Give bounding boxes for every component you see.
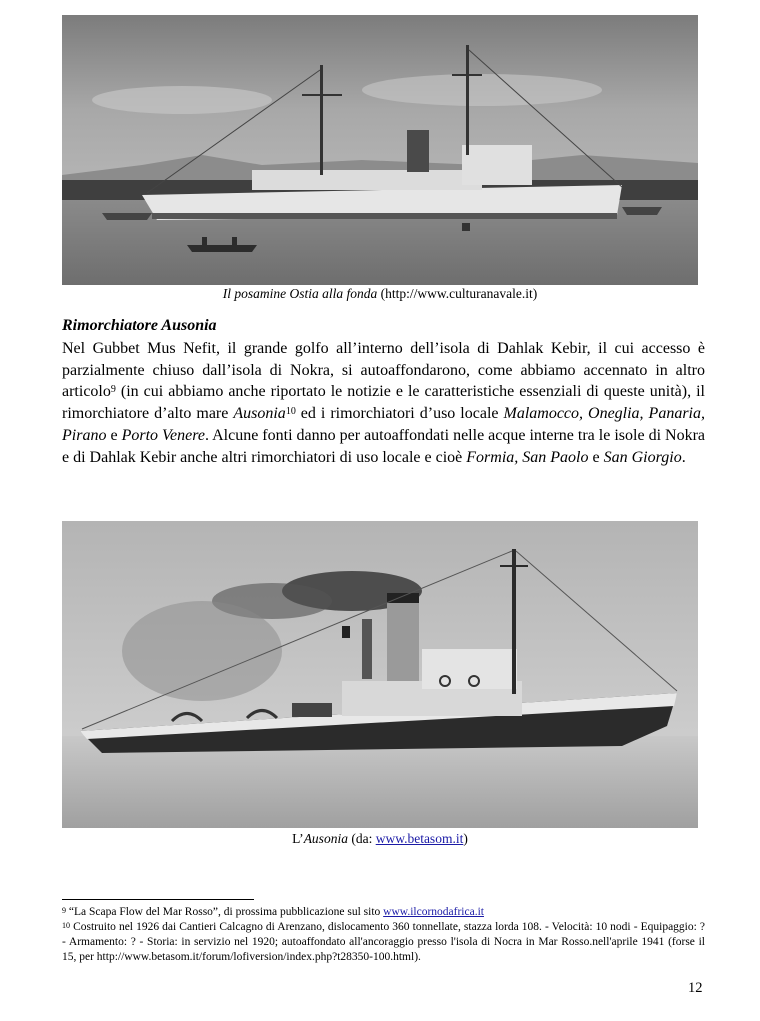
ilcornodafrica-link[interactable]: www.ilcornodafrica.it [383, 906, 484, 918]
footnote-ref-9[interactable]: 9 [110, 384, 116, 396]
caption-italic: Il posamine Ostia alla fonda [222, 286, 378, 301]
footnote-9: $^9$ “La Scapa Flow del Mar Rosso”, di prossima pubblicazione sul sito www.ilcornodafrica.it [62, 906, 484, 918]
photo-ausonia-caption: L’Ausonia (da: www.betasom.it) [292, 831, 468, 846]
photo-ausonia [62, 521, 698, 828]
footnote-separator [62, 899, 254, 900]
ship-ostia-image [62, 15, 698, 285]
body-paragraph: Nel Gubbet Mus Nefit, il grande golfo all’interno dell’isola di Dahlak Kebir, il cui accesso è parzialmente chiuso dall’isola di Nokra, si autoaffondarono, come abbiamo accennato in altro articolo$^9$ (in cui abbiamo anche riportato le notizie e le caratteristiche essenziali di queste unità), il rimorchiatore d’alto mare Ausonia$^{10}$ ed i rimorchiatori d’uso locale Malamocco, Oneglia, Panaria, Pirano e Porto Venere. Alcune fonti danno per autoaffondati nelle acque interne tra le isole di Nokra e di Dahlak Kebir anche altri rimorchiatori di uso locale e cioè Formia, San Paolo e San Giorgio. [62, 340, 706, 466]
betasom-link[interactable]: www.betasom.it [375, 831, 464, 846]
section-title: Rimorchiatore Ausonia [62, 317, 217, 334]
page-number: 12 [688, 980, 703, 996]
caption-source: (http://www.culturanavale.it) [380, 286, 538, 301]
footnote-ref-10[interactable]: 10 [285, 406, 296, 418]
photo-ostia-caption [62, 286, 698, 302]
photo-ostia [62, 15, 698, 285]
tug-ausonia-image [62, 521, 698, 828]
footnote-10: $^{10}$ Costruito nel 1926 dai Cantieri Calcagno di Arenzano, dislocamento 360 tonnellate, stazza lorda 108. - Velocità: 10 nodi - Equipaggio: ? - Armamento: ? - Storia: in servizio nel 1920; autoaffondato all'ancoraggio presso l'isola di Nocra in Mar Rosso.nell'aprile 1941 (forse il 15, per http://www.betasom.it/forum/lofiversion/index.php?t28350-100.html). [62, 921, 705, 963]
